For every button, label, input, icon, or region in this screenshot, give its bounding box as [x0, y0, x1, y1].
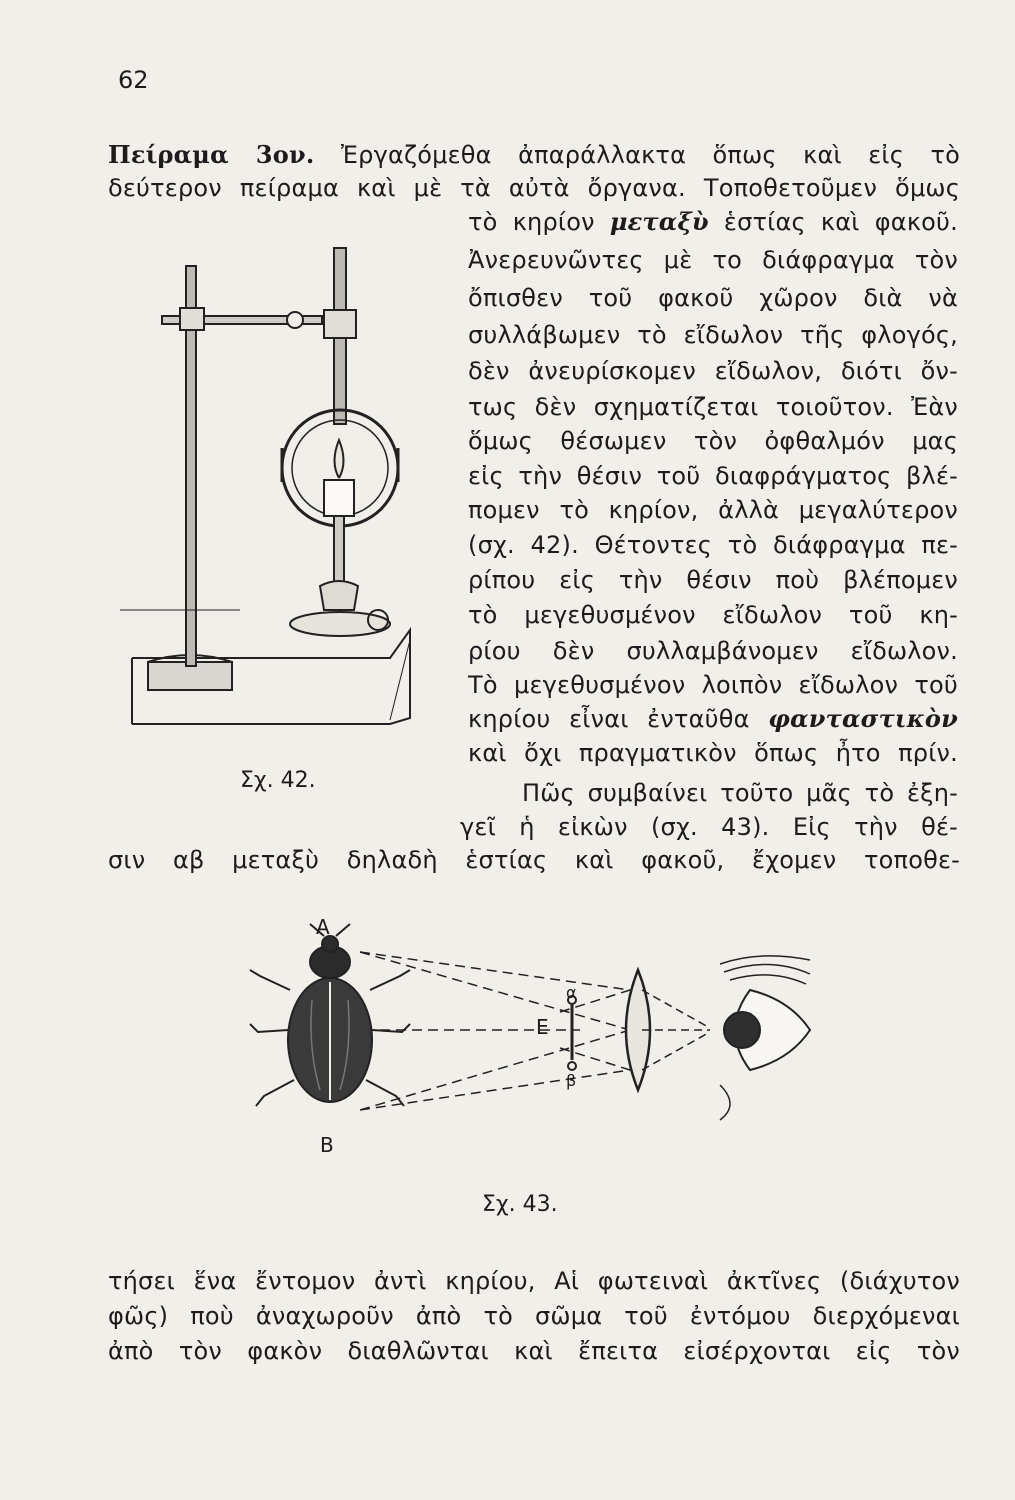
- text-line-7: δὲν ἀνευρίσκομεν εἴδωλον, διότι ὄν-: [468, 357, 958, 385]
- text-line-11: πομεν τὸ κηρίον, ἀλλὰ μεγαλύτερον: [468, 496, 958, 524]
- text-line-2: δεύτερον πείραμα καὶ μὲ τὰ αὐτὰ ὄργανα. Τοποθετοῦμεν ὅμως: [108, 174, 960, 202]
- figure-43-label-B: Β: [320, 1133, 334, 1157]
- text-line-6: συλλάβωμεν τὸ εἴδωλον τῆς φλογός,: [468, 321, 958, 349]
- figure-42-illustration: [120, 240, 460, 760]
- text-line-20: γεῖ ἡ εἰκὼν (σχ. 43). Εἰς τὴν θέ-: [460, 813, 958, 841]
- text-line-b3: ἀπὸ τὸν φακὸν διαθλῶνται καὶ ἔπειτα εἰσέρχονται εἰς τὸν: [108, 1337, 960, 1365]
- text-line-21: σιν αβ μεταξὺ δηλαδὴ ἑστίας καὶ φακοῦ, ἔχομεν τοποθε-: [108, 846, 960, 874]
- text-line-b1: τήσει ἕνα ἔντομον ἀντὶ κηρίου, Αἱ φωτειναὶ ἀκτῖνες (διάχυτον: [108, 1267, 960, 1295]
- text-line-3: τὸ κηρίον μεταξὺ ἑστίας καὶ φακοῦ.: [468, 207, 958, 236]
- text-line-b2: φῶς) ποὺ ἀναχωροῦν ἀπὸ τὸ σῶμα τοῦ ἐντόμου διερχόμεναι: [108, 1302, 960, 1330]
- figure-42-caption: Σχ. 42.: [240, 768, 316, 793]
- figure-42-candle: [324, 480, 354, 516]
- figure-43-label-b: β: [566, 1071, 577, 1090]
- text-line-8: τως δὲν σχηματίζεται τοιοῦτον. Ἐὰν: [468, 393, 958, 421]
- figure-43-caption: Σχ. 43.: [482, 1192, 558, 1217]
- text-line-12: (σχ. 42). Θέτοντες τὸ διάφραγμα πε-: [468, 531, 958, 559]
- text-line-17: κηρίου εἶναι ἐνταῦθα φανταστικὸν: [468, 704, 958, 733]
- text-line-18: καὶ ὄχι πραγματικὸν ὅπως ἦτο πρίν.: [468, 739, 958, 767]
- text-line-19: Πῶς συμβαίνει τοῦτο μᾶς τὸ ἐξη-: [522, 779, 958, 807]
- text-line-9: ὅμως θέσωμεν τὸν ὀφθαλμόν μας: [468, 427, 958, 455]
- text-line-16: Τὸ μεγεθυσμένον λοιπὸν εἴδωλον τοῦ: [468, 671, 958, 699]
- experiment-heading: Πείραμα 3ον.: [108, 140, 315, 169]
- figure-43-illustration: [250, 915, 810, 1160]
- emphasis-fantastikon: φανταστικὸν: [768, 704, 958, 733]
- figure-43-label-A: Α: [316, 915, 330, 939]
- text-line-14: τὸ μεγεθυσμένον εἴδωλον τοῦ κη-: [468, 601, 958, 629]
- figure-43-label-E: Ε: [536, 1015, 549, 1039]
- text-line-5: ὄπισθεν τοῦ φακοῦ χῶρον διὰ νὰ: [468, 284, 958, 312]
- text-line-10: εἰς τὴν θέσιν τοῦ διαφράγματος βλέ-: [468, 462, 958, 490]
- text-line-1: Πείραμα 3ον. Ἐργαζόμεθα ἀπαράλλακτα ὅπως καὶ εἰς τὸ: [108, 140, 960, 169]
- page-number: 62: [118, 66, 149, 94]
- text-line-15: ρίου δὲν συλλαμβάνομεν εἴδωλον.: [468, 637, 958, 665]
- emphasis-metaxy: μεταξὺ: [609, 207, 709, 236]
- text-line-4: Ἀνερευνῶντες μὲ το διάφραγμα τὸν: [468, 246, 958, 274]
- figure-43-label-a: α: [566, 983, 577, 1002]
- text-line-13: ρίπου εἰς τὴν θέσιν ποὺ βλέπομεν: [468, 566, 958, 594]
